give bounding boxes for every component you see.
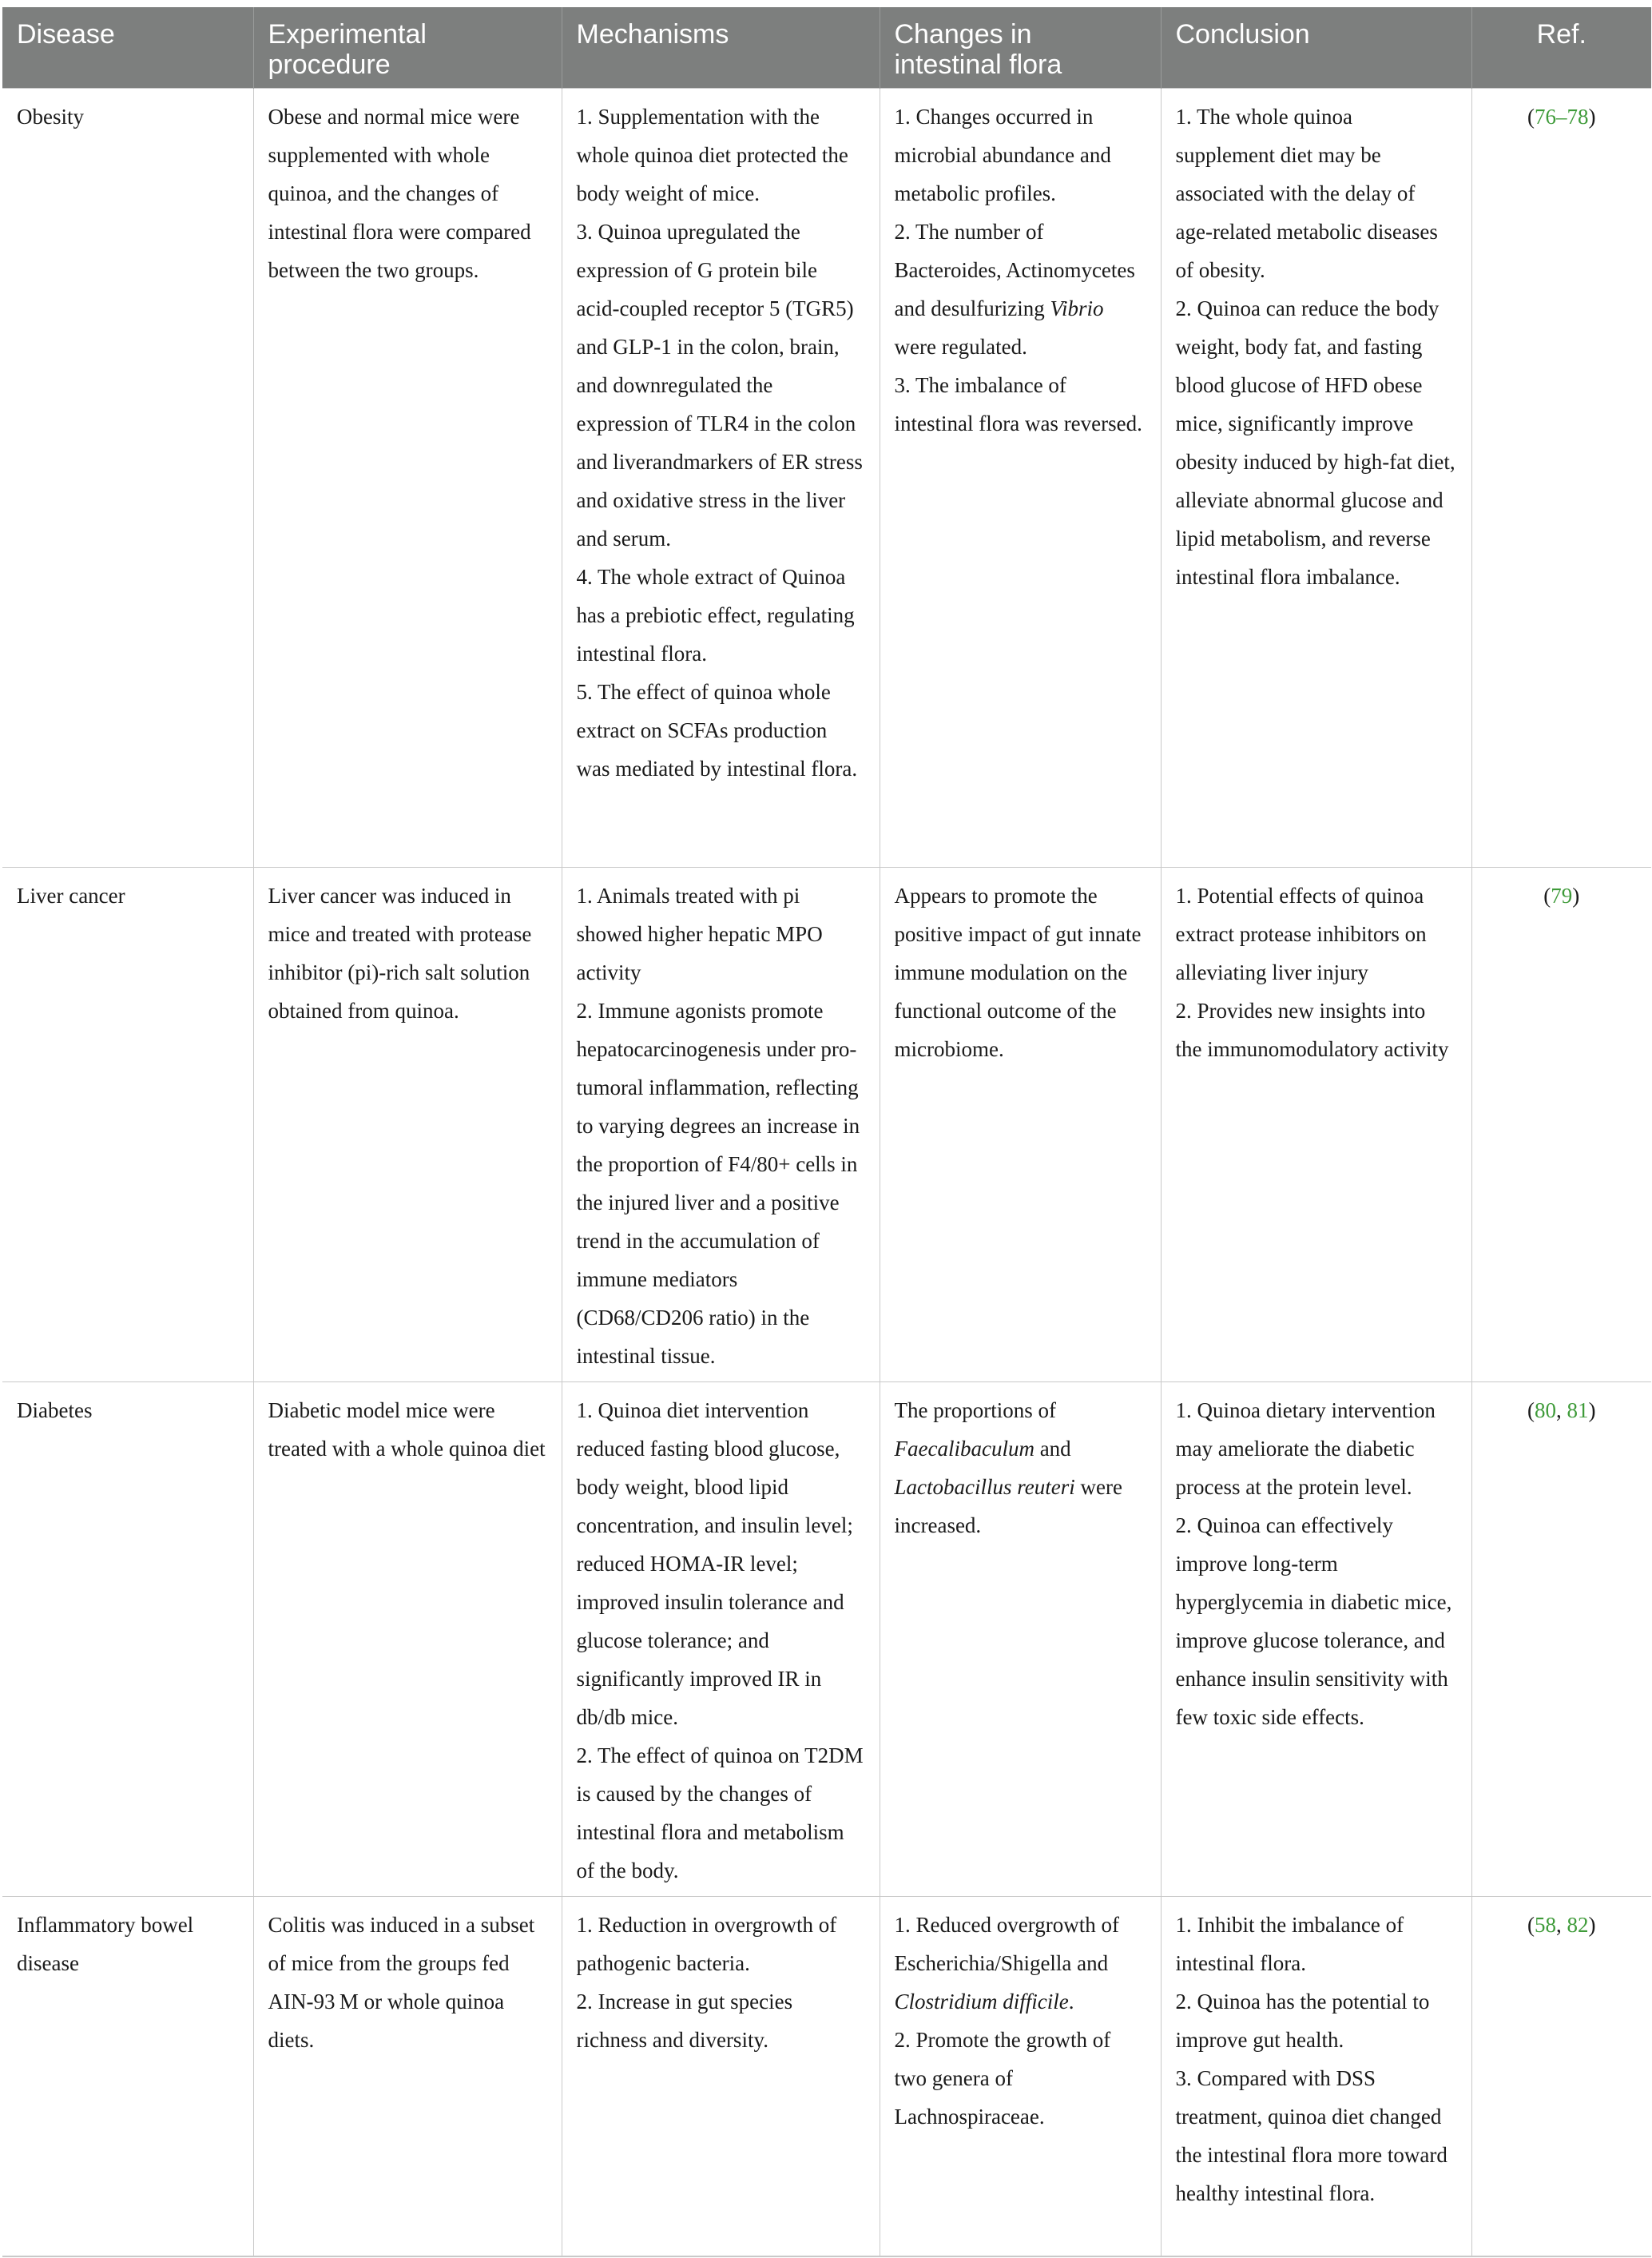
ref-paren: ) [1588, 1913, 1596, 1937]
table-row [2, 89, 1651, 868]
header-flora: Changes in intestinal flora [880, 7, 1161, 89]
procedure-cell: Diabetic model mice were treated with a whole quinoa diet [253, 1382, 562, 1897]
flora-text: . [1068, 1990, 1074, 2014]
conclusion-cell [1161, 1897, 1471, 2256]
mechanisms-cell [562, 89, 880, 868]
header-conclusion: Conclusion [1161, 7, 1471, 89]
header-disease: Disease [2, 7, 253, 89]
ref-link[interactable]: 58 [1535, 1913, 1556, 1937]
procedure-cell: Obese and normal mice were supplemented with whole quinoa, and the changes of intestinal flora were compared between the two groups. [253, 89, 562, 868]
flora-text: and [1034, 1437, 1071, 1461]
mechanism-item: 2. Immune agonists promote hepatocarcinogenesis under pro-tumoral inflammation, reflecting to varying degrees an increase in the proportion of F4/80+ cells in the injured liver and a positive trend in the accumulation of immune mediators (CD68/CD206 ratio) in the intestinal tissue. [576, 999, 860, 1368]
conclusion-item: 1. Quinoa dietary intervention may ameliorate the diabetic process at the protein level. [1175, 1398, 1436, 1499]
ref-link[interactable]: 78 [1567, 105, 1589, 129]
ref-link[interactable]: 79 [1551, 884, 1573, 908]
data-table [2, 7, 1651, 2257]
species-name: Lactobacillus reuteri [894, 1475, 1075, 1499]
disease-cell: Liver cancer [2, 868, 253, 1382]
table-header [2, 7, 1651, 89]
species-name: Vibrio [1050, 296, 1104, 320]
mechanism-item: 4. The whole extract of Quinoa has a prebiotic effect, regulating intestinal flora. [576, 565, 855, 666]
ref-link[interactable]: 80 [1535, 1398, 1556, 1422]
ref-cell [1471, 1897, 1651, 2256]
conclusion-item: 2. Quinoa can effectively improve long-term hyperglycemia in diabetic mice, improve glucose tolerance, and enhance insulin sensitivity with few toxic side effects. [1175, 1513, 1452, 1729]
header-mechanisms: Mechanisms [562, 7, 880, 89]
ref-separator: – [1556, 105, 1567, 129]
ref-link[interactable]: 81 [1567, 1398, 1589, 1422]
flora-item: 1. Changes occurred in microbial abundance and metabolic profiles. [894, 105, 1111, 205]
flora-cell: Appears to promote the positive impact of gut innate immune modulation on the functional outcome of the microbiome. [880, 868, 1161, 1382]
conclusion-item: 2. Provides new insights into the immunomodulatory activity [1175, 999, 1449, 1061]
ref-cell [1471, 868, 1651, 1382]
header-procedure: Experimental procedure [253, 7, 562, 89]
procedure-cell: Colitis was induced in a subset of mice from the groups fed AIN-93 M or whole quinoa diets. [253, 1897, 562, 2256]
table-body [2, 89, 1651, 2256]
ref-paren: ) [1572, 884, 1580, 908]
flora-item [895, 213, 1146, 366]
conclusion-item: 2. Quinoa can reduce the body weight, body fat, and fasting blood glucose of HFD obese mice, significantly improve obesity induced by high-fat diet, alleviate abnormal glucose and lipid metabolism, and reverse intestinal flora imbalance. [1175, 296, 1455, 589]
table-row [2, 868, 1651, 1382]
ref-paren: ) [1588, 1398, 1596, 1422]
mechanism-item: 1. Quinoa diet intervention reduced fasting blood glucose, body weight, blood lipid concentration, and insulin level; reduced HOMA-IR level; improved insulin tolerance and glucose tolerance; and significantly improved IR in db/db mice. [576, 1398, 853, 1729]
species-name: Faecalibaculum [894, 1437, 1034, 1461]
mechanism-item: 2. Increase in gut species richness and diversity. [576, 1990, 793, 2052]
flora-text: 1. Reduced overgrowth of Escherichia/Shigella and [894, 1913, 1119, 1975]
disease-cell: Diabetes [2, 1382, 253, 1897]
conclusion-item: 1. The whole quinoa supplement diet may be associated with the delay of age-related metabolic diseases of obesity. [1175, 105, 1438, 282]
mechanisms-cell [562, 868, 880, 1382]
conclusion-item: 3. Compared with DSS treatment, quinoa diet changed the intestinal flora more toward healthy intestinal flora. [1175, 2066, 1447, 2205]
mechanisms-cell [562, 1382, 880, 1897]
conclusion-item: 2. Quinoa has the potential to improve gut health. [1175, 1990, 1430, 2052]
conclusion-cell [1161, 89, 1471, 868]
procedure-cell: Liver cancer was induced in mice and treated with protease inhibitor (pi)-rich salt solution obtained from quinoa. [253, 868, 562, 1382]
ref-paren: ( [1543, 884, 1551, 908]
ref-paren: ( [1527, 1398, 1535, 1422]
mechanism-item: 1. Animals treated with pi showed higher hepatic MPO activity [576, 884, 823, 984]
ref-separator: , [1556, 1398, 1567, 1422]
conclusion-item: 1. Inhibit the imbalance of intestinal flora. [1175, 1913, 1404, 1975]
species-name: Clostridium difficile [894, 1990, 1069, 2014]
flora-text: 2. The number of Bacteroides, Actinomycetes and desulfurizing [894, 220, 1135, 320]
flora-text: were regulated. [894, 335, 1027, 359]
flora-cell [880, 1897, 1161, 2256]
flora-item: 3. The imbalance of intestinal flora was reversed. [894, 373, 1142, 435]
ref-link[interactable]: 82 [1567, 1913, 1589, 1937]
header-ref: Ref. [1471, 7, 1651, 89]
ref-paren: ( [1527, 1913, 1535, 1937]
flora-text: The proportions of [894, 1398, 1056, 1422]
flora-cell [880, 89, 1161, 868]
conclusion-cell [1161, 868, 1471, 1382]
ref-paren: ) [1588, 105, 1596, 129]
mechanisms-cell [562, 1897, 880, 2256]
mechanism-item: 1. Reduction in overgrowth of pathogenic bacteria. [576, 1913, 837, 1975]
table-row [2, 1382, 1651, 1897]
mechanism-item: 3. Quinoa upregulated the expression of G protein bile acid-coupled receptor 5 (TGR5) and GLP-1 in the colon, brain, and downregulated the expression of TLR4 in the colon and liverandmarkers of ER stress and oxidative stress in the liver and serum. [576, 220, 863, 551]
conclusion-item: 1. Potential effects of quinoa extract protease inhibitors on alleviating liver injury [1175, 884, 1427, 984]
mechanism-item: 2. The effect of quinoa on T2DM is caused by the changes of intestinal flora and metabolism of the body. [576, 1743, 864, 1882]
header-row [2, 7, 1651, 89]
disease-cell: Inflammatory bowel disease [2, 1897, 253, 2256]
ref-paren: ( [1527, 105, 1535, 129]
flora-item [895, 1906, 1146, 2021]
ref-cell [1471, 1382, 1651, 1897]
mechanism-item: 1. Supplementation with the whole quinoa diet protected the body weight of mice. [576, 105, 848, 205]
mechanism-item: 5. The effect of quinoa whole extract on SCFAs production was mediated by intestinal flora. [576, 680, 858, 781]
disease-cell: Obesity [2, 89, 253, 868]
ref-cell [1471, 89, 1651, 868]
table-row [2, 1897, 1651, 2256]
ref-link[interactable]: 76 [1535, 105, 1556, 129]
flora-text: were increased. [894, 1475, 1122, 1537]
ref-separator: , [1556, 1913, 1567, 1937]
flora-cell [880, 1382, 1161, 1897]
conclusion-cell [1161, 1382, 1471, 1897]
flora-item: 2. Promote the growth of two genera of Lachnospiraceae. [894, 2028, 1111, 2129]
